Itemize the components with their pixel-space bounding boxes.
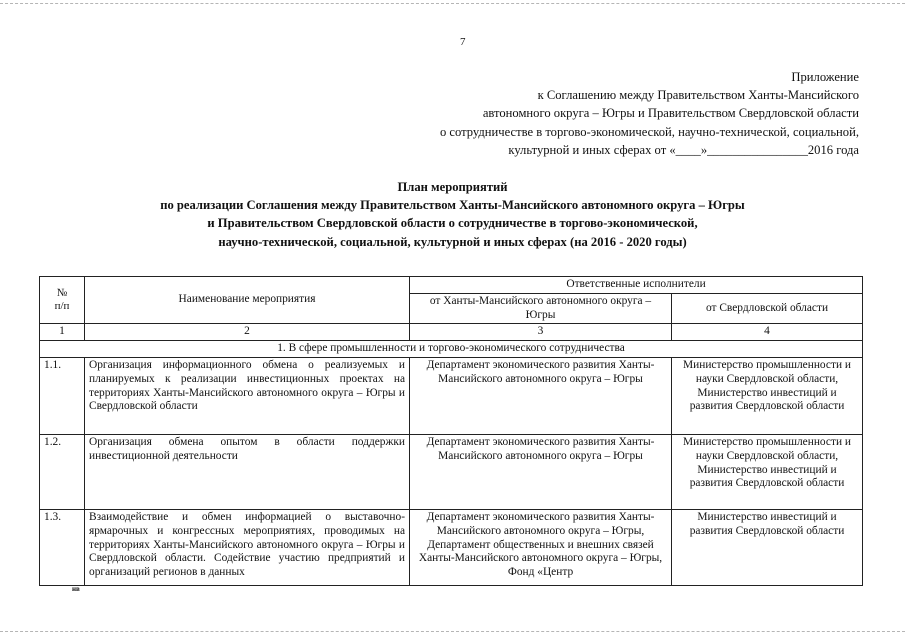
header-hmao: от Ханты-Мансийского автономного округа – Югры: [410, 293, 672, 324]
annex-line: о сотрудничестве в торгово-экономической, научно-технической, социальной,: [439, 124, 859, 139]
row-num: 1.1.: [40, 357, 85, 434]
document-title: [0, 178, 905, 251]
scan-edge-top: [0, 3, 905, 4]
row-sverdl: Министерство промышленности и науки Свердловской области, Министерство инвестиций и развития Свердловской области: [672, 357, 863, 434]
column-number: 4: [672, 324, 863, 341]
annex-line: автономного округа – Югры и Правительством Свердловской области: [482, 106, 859, 121]
header-num-text: № п/п: [54, 287, 70, 313]
footer-note: нв: [72, 585, 80, 593]
annex-line: к Соглашению между Правительством Ханты-Мансийского: [537, 88, 859, 103]
row-hmao: Департамент экономического развития Ханты-Мансийского автономного округа – Югры: [410, 434, 672, 509]
section-row: [40, 341, 863, 358]
section-title: 1. В сфере промышленности и торгово-экономического сотрудничества: [40, 341, 863, 358]
column-number: 1: [40, 324, 85, 341]
row-name: Организация обмена опытом в области поддержки инвестиционной деятельности: [85, 434, 410, 509]
title-line: научно-технической, социальной, культурной и иных сферах (на 2016 - 2020 годы): [218, 234, 687, 249]
title-line: и Правительством Свердловской области о сотрудничестве в торгово-экономической,: [207, 216, 698, 231]
scan-edge-bottom: [0, 631, 905, 632]
page-number: 7: [460, 36, 466, 48]
column-number-row: [40, 324, 863, 341]
row-num: 1.2.: [40, 434, 85, 509]
row-name: Организация информационного обмена о реализуемых и планируемых к реализации инвестиционных проектах на территориях Ханты-Мансийского автономного округа – Югры и Свердловской области: [85, 357, 410, 434]
header-name: Наименование мероприятия: [85, 277, 410, 324]
row-num: 1.3.: [40, 509, 85, 585]
row-hmao: Департамент экономического развития Ханты-Мансийского автономного округа – Югры, Департамент общественных и внешних связей Ханты-Мансийского автономного округа – Югры, Фонд «Центр: [410, 509, 672, 585]
row-sverdl: Министерство промышленности и науки Свердловской области, Министерство инвестиций и развития Свердловской области: [672, 434, 863, 509]
row-name: Взаимодействие и обмен информацией о выставочно-ярмарочных и конгрессных мероприятиях, проводимых на территориях Ханты-Мансийского автономного округа – Югры и Свердловской области. Содействие участию предприятий и организаций регионов в данных: [85, 509, 410, 585]
annex-line: Приложение: [791, 70, 859, 84]
title-line: по реализации Соглашения между Правительством Ханты-Мансийского автономного округа – Югры: [160, 198, 745, 213]
table-row: [40, 509, 863, 585]
table-row: [40, 434, 863, 509]
header-sverdl: от Свердловской области: [672, 293, 863, 324]
column-number: 3: [410, 324, 672, 341]
column-number: 2: [85, 324, 410, 341]
annex-block: [440, 68, 859, 159]
row-sverdl: Министерство инвестиций и развития Свердловской области: [672, 509, 863, 585]
row-hmao: Департамент экономического развития Ханты-Мансийского автономного округа – Югры: [410, 357, 672, 434]
annex-line: культурной и иных сферах от «____»________________2016 года: [508, 142, 859, 157]
header-responsible: Ответственные исполнители: [410, 277, 863, 294]
header-num: [40, 277, 85, 324]
title-line: План мероприятий: [397, 180, 508, 194]
table-row: [40, 357, 863, 434]
plan-table: [39, 276, 863, 586]
table-header-row: [40, 277, 863, 294]
